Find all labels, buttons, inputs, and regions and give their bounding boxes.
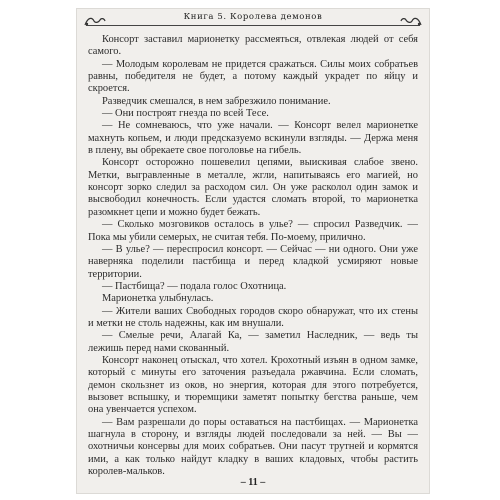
paragraph: Консорт наконец отыскал, что хотел. Крохотный изъян в одном замке, который с минуты его заточения разъедала ржавчина. Если сломать, демон скользнет из оков, но энергия, которая для этого потребуется, вызовет вспышку, и тюремщики заметят попытку бегства раньше, чем она увенчается успехом. [88, 354, 418, 416]
header-rule [86, 25, 420, 26]
paragraph: — Пастбища? — подала голос Охотница. [102, 280, 287, 292]
paragraph: Разведчик смешался, в нем забрезжило понимание. [102, 95, 331, 107]
paragraph: — Смелые речи, Алагай Ка, — заметил Наследник, — ведь ты лежишь перед нами скованный. [88, 330, 418, 354]
paragraph: — Они построят гнезда по всей Тесе. [102, 108, 269, 120]
paragraph: Консорт осторожно пошевелил цепями, выискивая слабое звено. Метки, выгравленные в металле, жгли, напитываясь его магией, но консорт зорко следил за расходом сил. Он уже расколол один замок и высвободил конечность. Если удастся сломать второй, то марионетка разомкнет цепи и можно будет бежать. [88, 157, 418, 218]
paragraph: Консорт заставил марионетку рассмеяться, отвлекая людей от себя самого. [88, 34, 418, 58]
paragraph: — Жители ваших Свободных городов скоро обнаружат, что их стены и метки не столь надежны, как им внушали. [88, 305, 418, 329]
header-title: Книга 5. Королева демонов [180, 12, 327, 22]
paragraph: — Вам разрешали до поры оставаться на пастбищах. — Марионетка шагнула в сторону, и взгляды людей последовали за ней. — Вы — охотничьи консервы для моих собратьев. Они пасут трутней и кормятся ими, а как только найдут кладку в ваших кладовых, чтобы растить королев-мальков. [88, 416, 418, 478]
running-header [84, 12, 422, 30]
paragraph: — В улье? — переспросил консорт. — Сейчас — ни одного. Они уже наверняка поделили пастбища и перед кладкой усмиряют новые территории. [88, 243, 418, 280]
page-number: – 11 – [240, 477, 266, 488]
header-ornament-right-icon [400, 15, 422, 27]
book-page [76, 8, 430, 494]
paragraph: — Не сомневаюсь, что уже начали. — Консорт велел марионетке махнуть копьем, и люди предсказуемо вскинули взгляды. — Держа меня в плену, вы обрекаете свое поголовье на гибель. [88, 120, 418, 157]
body-text [88, 34, 418, 478]
paragraph: — Сколько мозговиков осталось в улье? — спросил Разведчик. — Пока мы убили семерых, не считая тебя. По-моему, прилично. [88, 219, 418, 243]
paragraph: — Молодым королевам не придется сражаться. Силы моих собратьев равны, победителя не будет, а потому каждый украдет по яйцу и скроется. [88, 58, 418, 95]
paragraph: Марионетка улыбнулась. [102, 293, 214, 305]
